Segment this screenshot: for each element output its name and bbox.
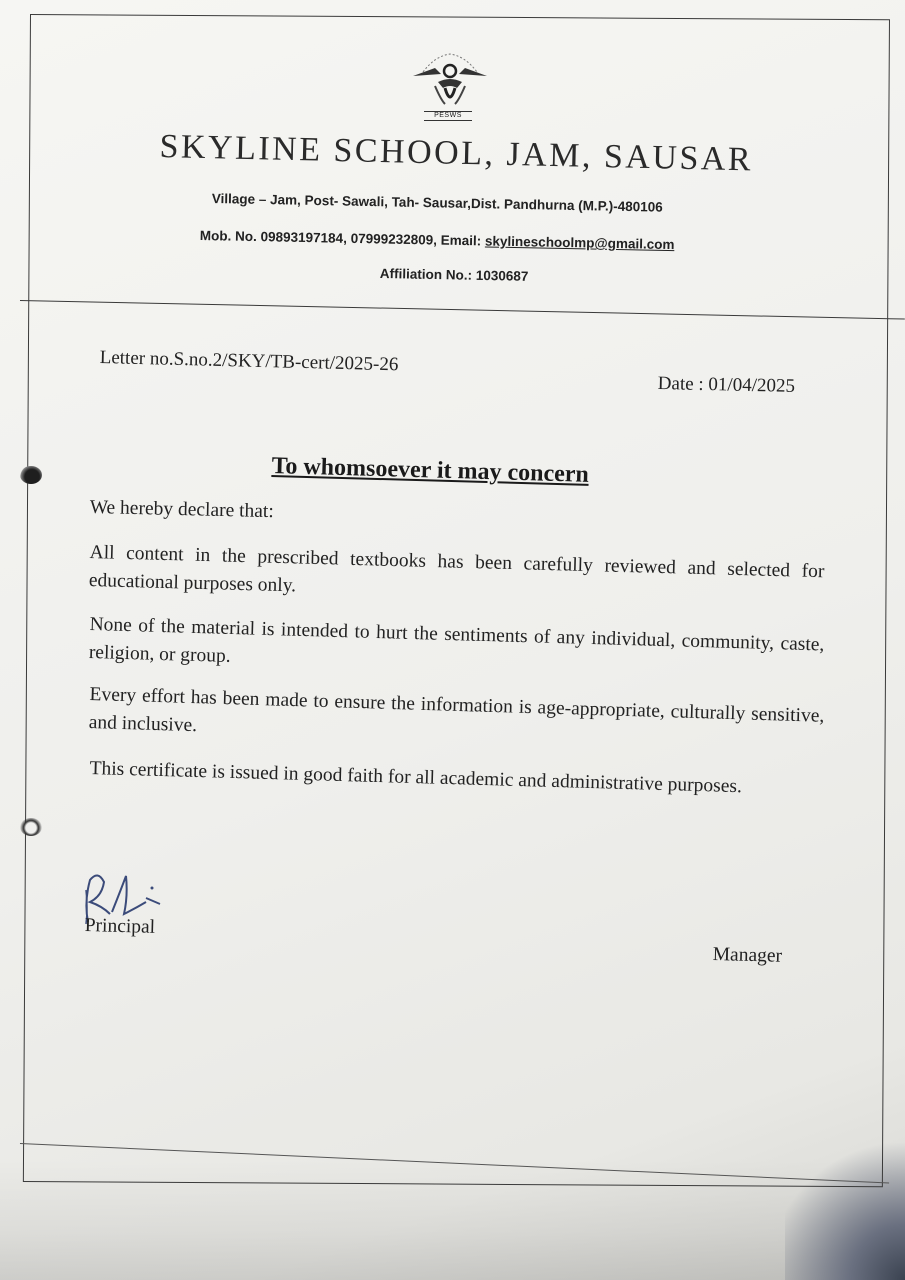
letter-reference: Letter no.S.no.2/SKY/TB-cert/2025-26 [99, 347, 399, 376]
school-logo [405, 42, 495, 122]
declaration-paragraph-3: Every effort has been made to ensure the information is age-appropriate, culturally sensitive, and inclusive. [88, 683, 825, 737]
letter-date: Date : 01/04/2025 [657, 373, 796, 397]
declaration-paragraph-4: This certificate is issued in good faith for all academic and administrative purposes. [89, 757, 743, 798]
affiliation-number: Affiliation No.: 1030687 [379, 266, 529, 284]
letter-heading: To whomsoever it may concern [271, 453, 590, 488]
punch-hole-top [20, 466, 42, 484]
school-name: SKYLINE SCHOOL, JAM, SAUSAR [159, 128, 754, 179]
logo-caption: PESWS [424, 111, 472, 121]
manager-label: Manager [712, 944, 783, 967]
principal-label: Principal [84, 915, 156, 938]
declaration-paragraph-1: All content in the prescribed textbooks has been carefully reviewed and selected for educational purposes only. [88, 541, 825, 597]
school-address: Village – Jam, Post- Sawali, Tah- Sausar,Dist. Pandhurna (M.P.)-480106 [211, 191, 663, 215]
school-email[interactable]: skylineschoolmp@gmail.com [484, 233, 675, 253]
declaration-paragraph-2: None of the material is intended to hurt the sentiments of any individual, community, caste, religion, or group. [88, 613, 825, 667]
letter-intro: We hereby declare that: [89, 496, 275, 523]
punch-hole-bottom [20, 818, 42, 836]
contact-numbers: Mob. No. 09893197184, 07999232809, Email: [199, 228, 486, 249]
